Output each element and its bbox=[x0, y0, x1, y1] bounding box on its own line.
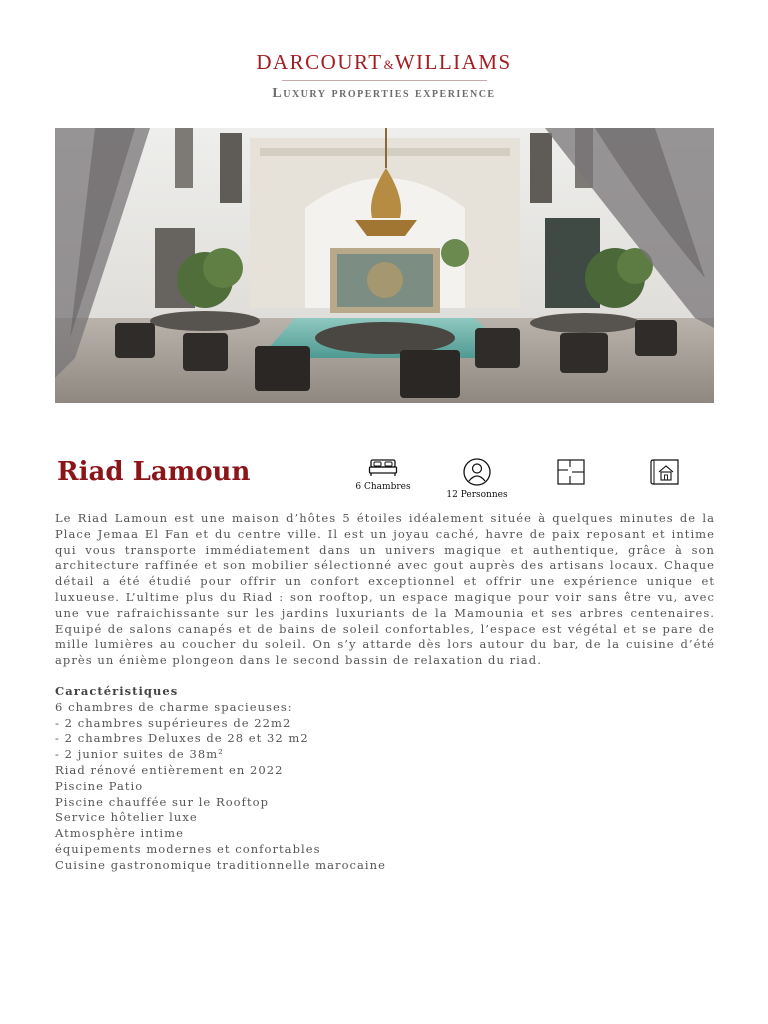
logo-divider bbox=[282, 80, 487, 81]
property-description: Le Riad Lamoun est une maison d’hôtes 5 étoiles idéalement située à quelques minutes de la Place Jemaa El Fan et du centre ville. Il est un joyau caché, havre de paix reposant et intime qui vous transporte immédiatement dans un univers magique et authentique, grâce à son architecture raffinée et son mobilier sélectionné avec gout auprès des artisans locaux. Chaque détail a été étudié pour offrir un confort exceptionnel et offrir une expérience unique et luxueuse. L’ultime plus du Riad : son rooftop, un espace magique pour voir sans être vu, avec une vue rafraichissante sur les jardins luxuriants de la Mamounia et ses arbres centenaires. Equipé de salons canapés et de bains de soleil confortables, l’espace est végétal et se pare de mille lumières au coucher du soleil. On s’y attarde dès lors autour du bar, de la cuisine d’été après un énième plongeon dans le second bassin de relaxation du riad. bbox=[55, 511, 715, 668]
brand-name-left: DARCOURT bbox=[256, 50, 383, 74]
characteristic-line: Piscine chauffée sur le Rooftop bbox=[55, 794, 270, 809]
brand-ampersand: & bbox=[383, 57, 394, 72]
brand-name-right: WILLIAMS bbox=[394, 50, 512, 74]
hero-photo bbox=[55, 128, 714, 403]
characteristic-line: Riad rénové entièrement en 2022 bbox=[55, 762, 284, 777]
characteristic-line: Atmosphère intime bbox=[55, 826, 184, 841]
feature-guests bbox=[443, 458, 511, 500]
feature-bedrooms-label: 6 Chambres bbox=[355, 482, 411, 492]
feature-guests-label: 12 Personnes bbox=[446, 490, 508, 500]
person-icon bbox=[462, 458, 492, 486]
brand-logo bbox=[0, 50, 768, 75]
characteristic-line: - 2 junior suites de 38m² bbox=[55, 747, 224, 762]
characteristic-line: - 2 chambres supérieures de 22m2 bbox=[55, 715, 292, 730]
characteristic-line: Service hôtelier luxe bbox=[55, 810, 198, 825]
characteristic-line: - 2 chambres Deluxes de 28 et 32 m2 bbox=[55, 731, 309, 746]
characteristic-line: Piscine Patio bbox=[55, 778, 144, 793]
characteristics-section bbox=[55, 684, 715, 874]
feature-house-plan bbox=[648, 458, 682, 490]
feature-floor-plan bbox=[555, 458, 587, 490]
brand-tagline: Luxury properties experience bbox=[272, 86, 496, 101]
characteristic-line: Cuisine gastronomique traditionnelle marocaine bbox=[55, 857, 386, 872]
floor-plan-icon bbox=[556, 458, 586, 486]
riad-courtyard-illustration bbox=[55, 128, 714, 403]
characteristic-line: 6 chambres de charme spacieuses: bbox=[55, 699, 293, 714]
house-plan-icon bbox=[649, 458, 681, 486]
characteristic-line: équipements modernes et confortables bbox=[55, 841, 321, 856]
characteristics-heading: Caractéristiques bbox=[55, 684, 179, 698]
bed-icon bbox=[368, 458, 398, 478]
feature-bedrooms bbox=[353, 458, 413, 492]
property-title: Riad Lamoun bbox=[57, 457, 251, 487]
